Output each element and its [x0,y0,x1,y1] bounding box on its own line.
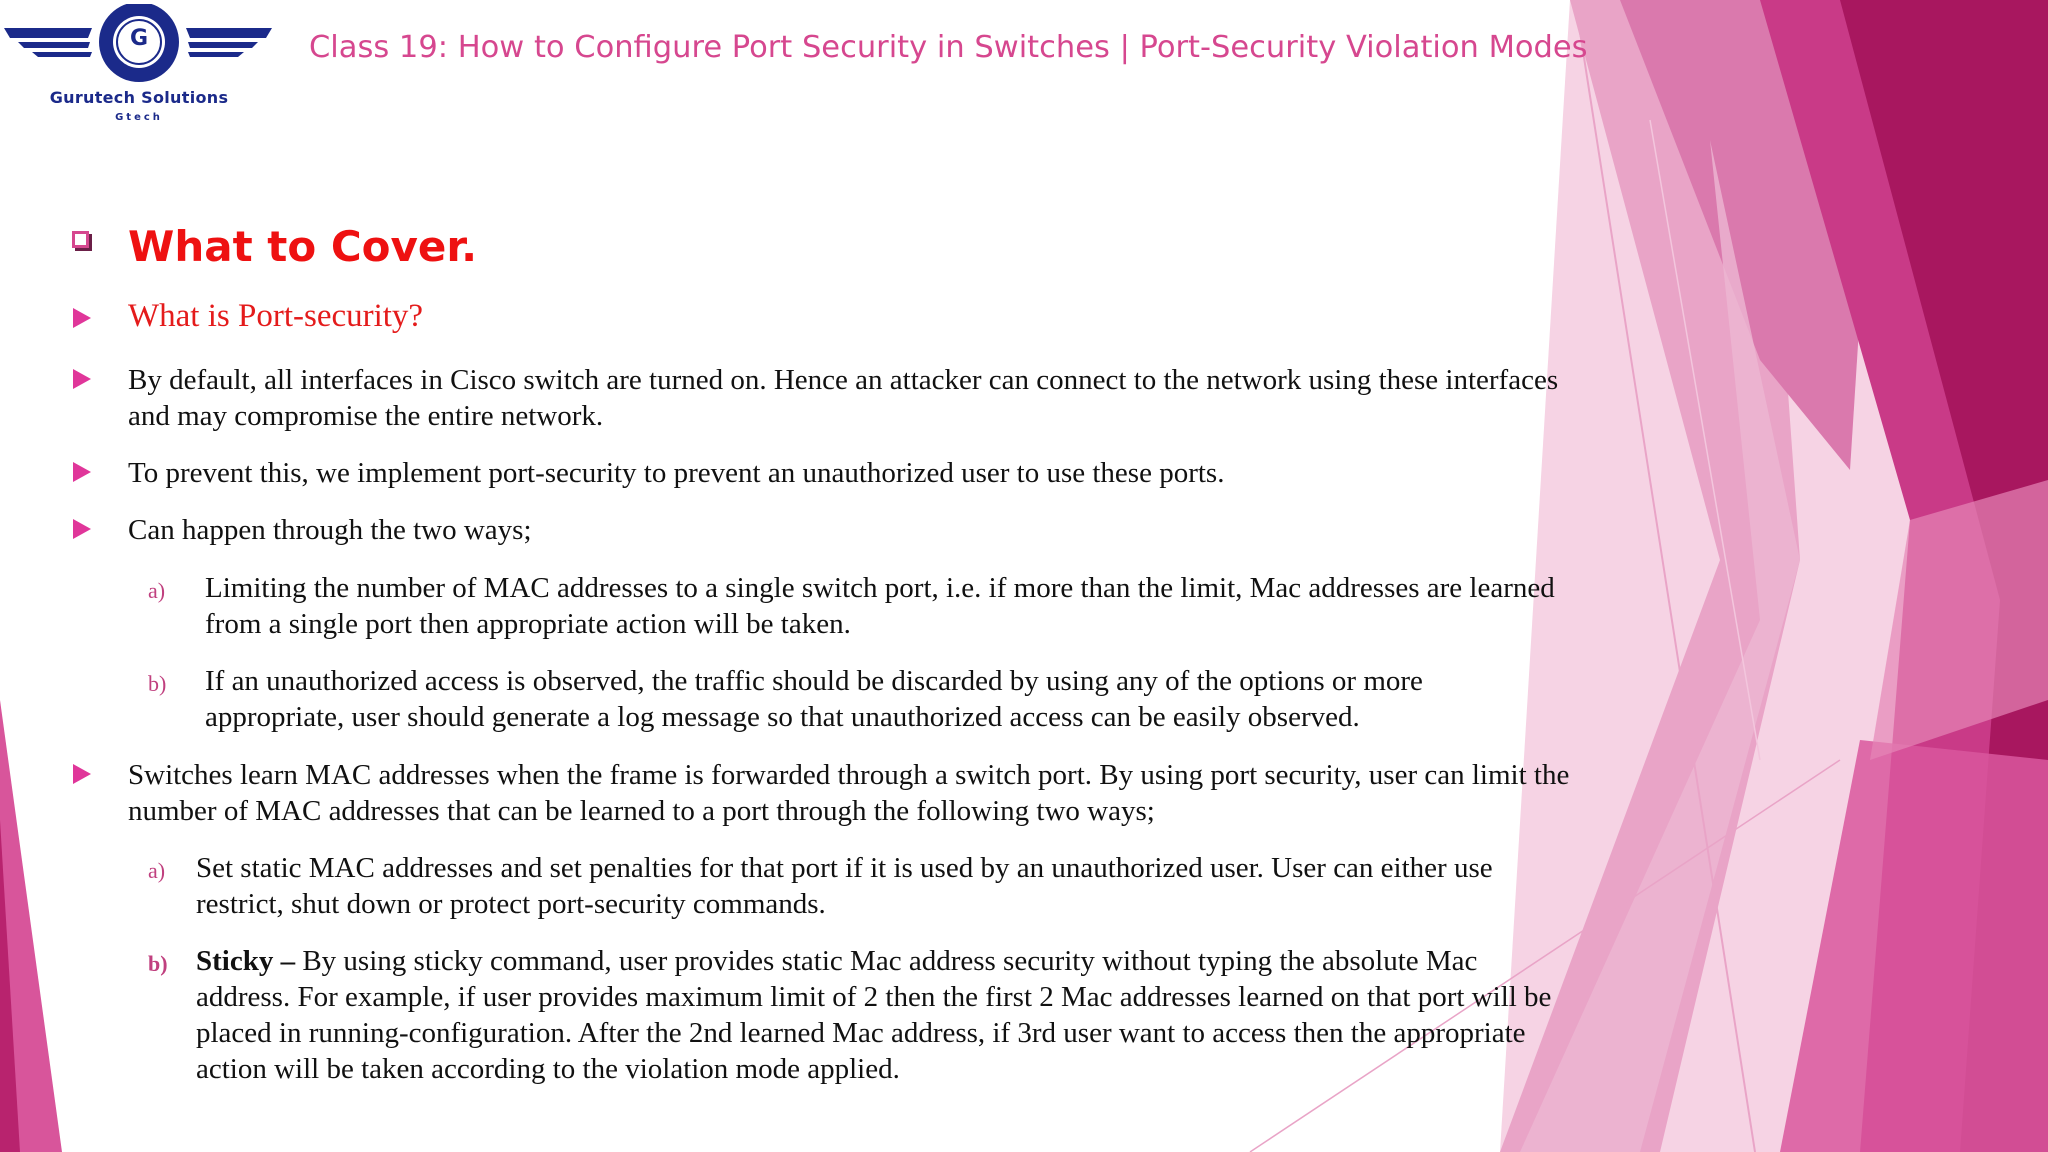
bullet-text: To prevent this, we implement port-security to prevent an unauthorized user to use these ports. [128,457,1225,489]
section-heading [72,222,872,276]
bullet-text: Can happen through the two ways; [128,514,532,546]
logo-letter: G [129,26,149,51]
sub-item-text: If an unauthorized access is observed, the traffic should be discarded by using any of the options or more appropriate, user should generate a log message so that unauthorized access can be easily observed. [205,665,1423,733]
sticky-lead: Sticky – [196,945,296,977]
logo-tagline: Gtech [115,112,163,123]
company-logo [4,4,274,130]
sticky-text: By using sticky command, user provides static Mac address security without typing the absolute Mac address. For example, if user provides maximum limit of 2 then the first 2 Mac addresses learned on that port will be placed in running-configuration. After the 2nd learned Mac address, if 3rd user want to access then the appropriate action will be taken according to the violation mode applied. [196,945,1552,1085]
bullet-text: By default, all interfaces in Cisco switch are turned on. Hence an attacker can connect to the network using these interfaces and may compromise the entire network. [128,364,1559,432]
checkbox-bullet-icon [72,231,89,248]
bullet-text: What is Port-security? [128,298,424,334]
triangle-bullet-icon [73,462,91,482]
slide-title: Class 19: How to Configure Port Security in Switches | Port-Security Violation Modes [309,30,1588,65]
sub-item-text: Set static MAC addresses and set penalties for that port if it is used by an unauthorized user. User can either use restrict, shut down or protect port-security commands. [196,852,1493,920]
bullet-text: Switches learn MAC addresses when the frame is forwarded through a switch port. By using port security, user can limit the number of MAC addresses that can be learned to a port through the following two ways; [128,759,1570,827]
list-letter: a) [148,578,166,603]
triangle-bullet-icon [73,764,91,784]
logo-company-name: Gurutech Solutions [49,88,229,107]
list-letter: b) [148,951,168,976]
sub-item-text: Limiting the number of MAC addresses to a single switch port, i.e. if more than the limit, Mac addresses are learned from a single port then appropriate action will be taken. [205,572,1555,640]
triangle-bullet-icon [73,519,91,539]
triangle-bullet-icon [73,308,91,328]
sub-item-text [196,943,1571,1087]
list-letter: a) [148,858,166,883]
list-letter: b) [148,671,167,696]
heading-text: What to Cover. [128,222,478,271]
triangle-bullet-icon [73,369,91,389]
